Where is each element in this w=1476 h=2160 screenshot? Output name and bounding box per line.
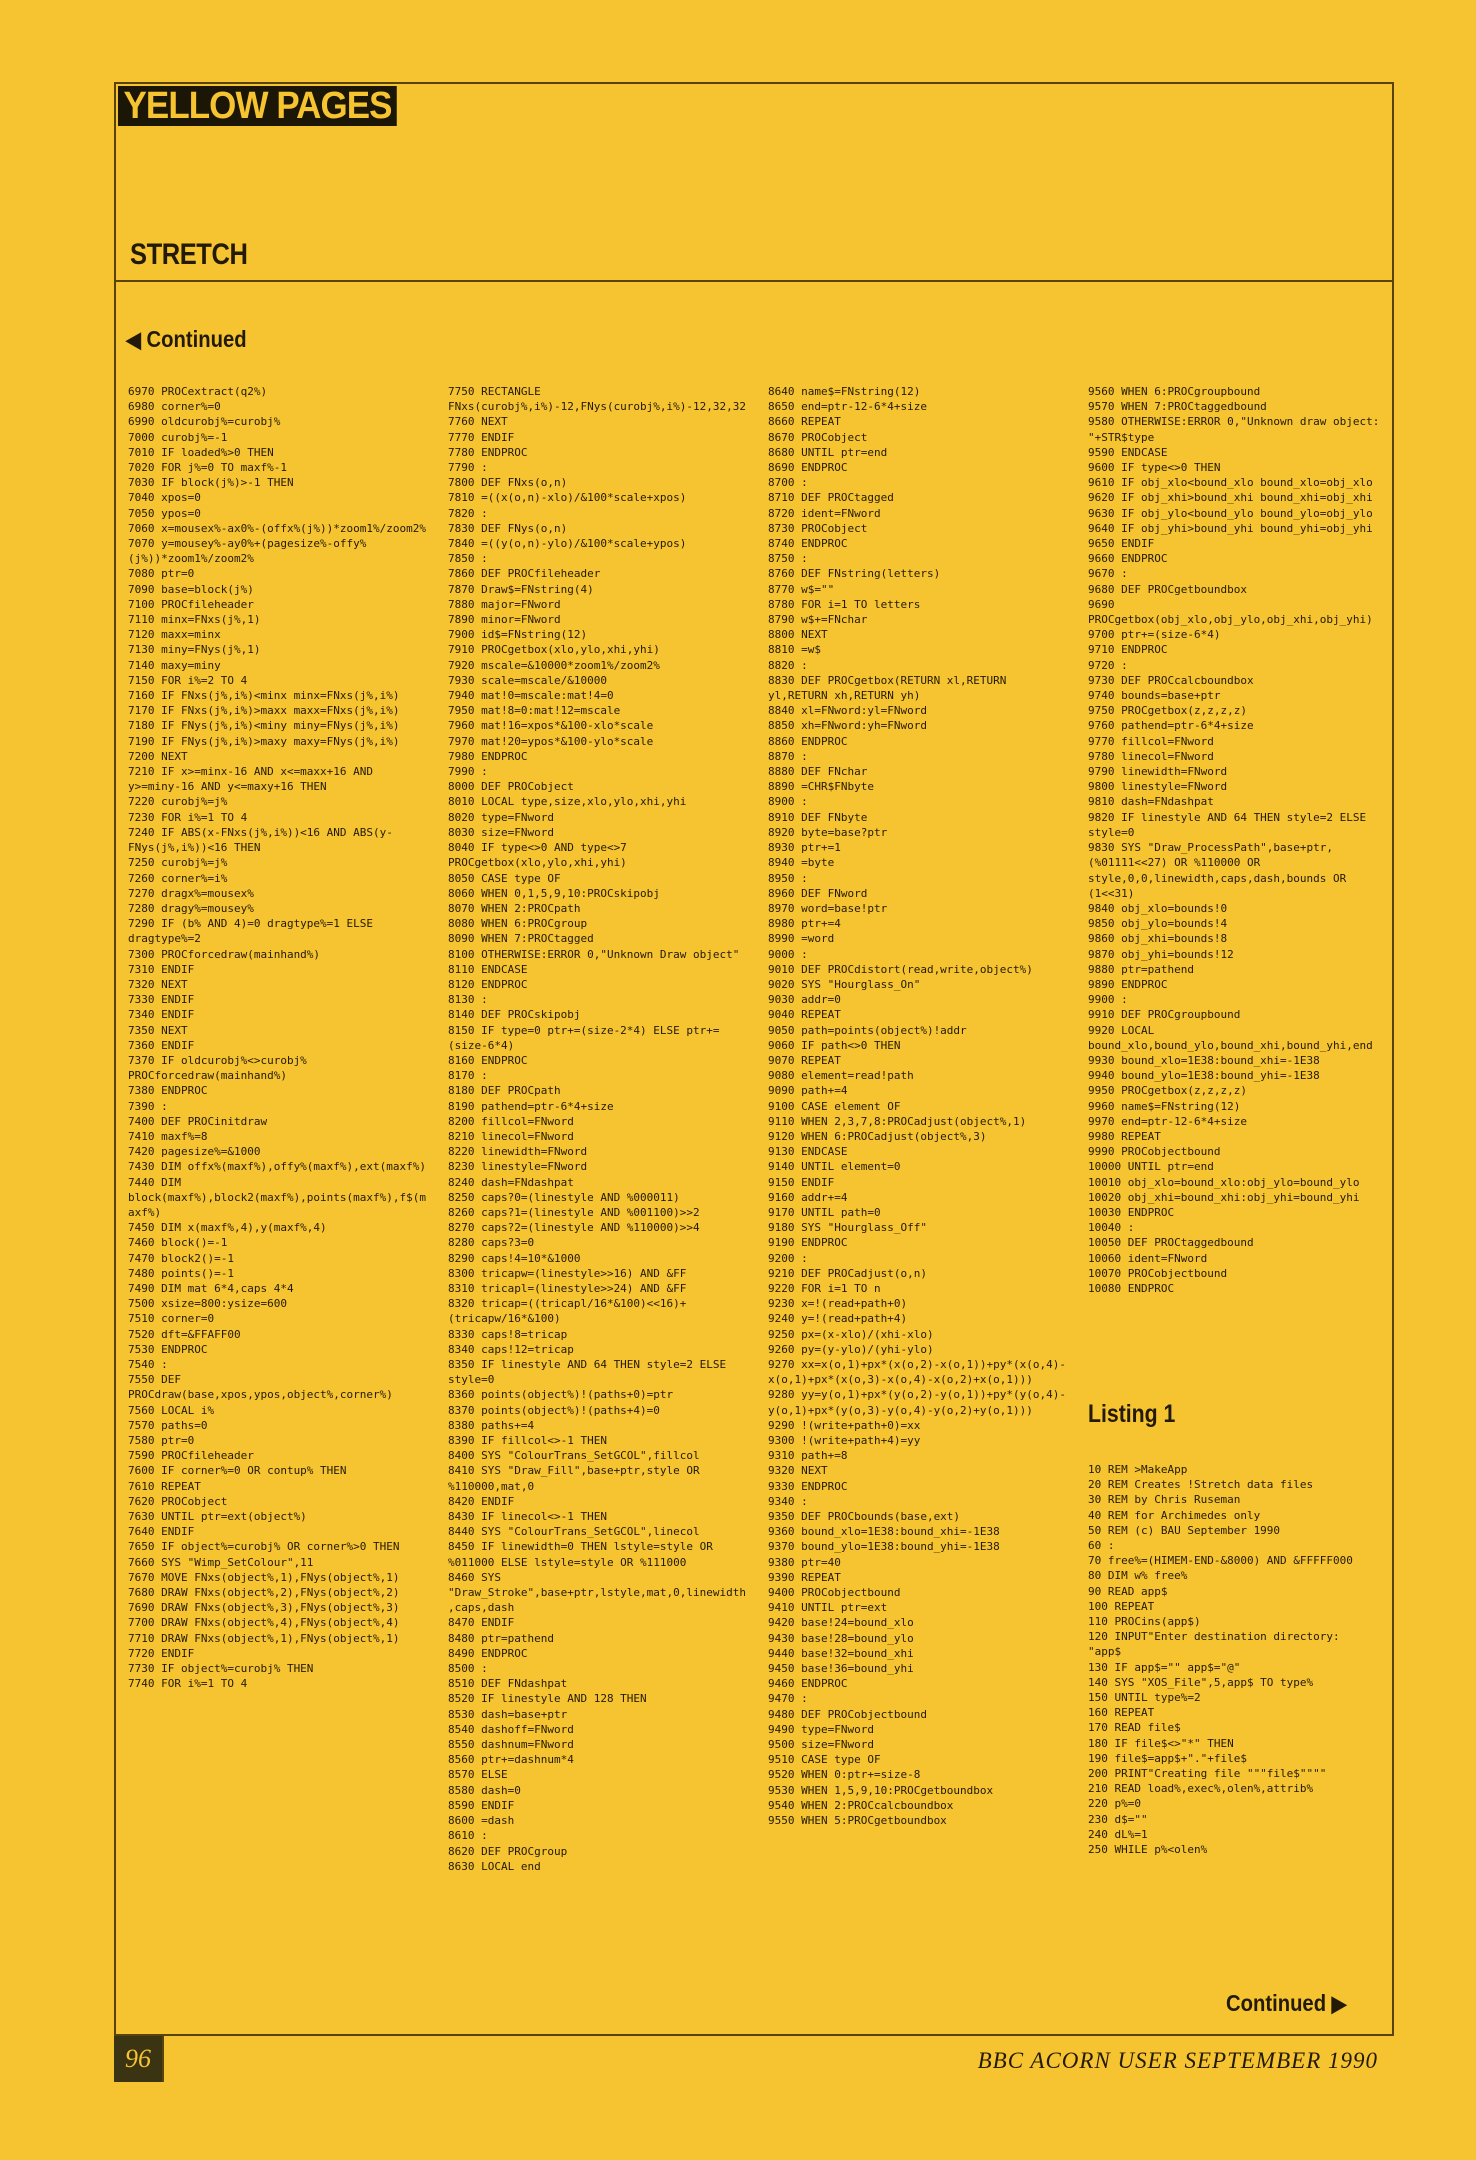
code-column-1: 6970 PROCextract(q2%) 6980 corner%=0 6990 oldcurobj%=curobj% 7000 curobj%=-1 7010 IF loaded%>0 THEN 7020 FOR j%=0 TO maxf%-1 7030 IF block(j%)>-1 THEN 7040 xpos=0 7050 ypos=0 7060 x=mousex%-ax0%-(offx%(j%))*zoom1%/zoom2% 7070 y=mousey%-ay0%+(pagesize%-offy%(j%))*zoom1%/zoom2% 7080 ptr=0 7090 base=block(j%) 7100 PROCfileheader 7110 minx=FNxs(j%,1) 7120 maxx=minx 7130 miny=FNys(j%,1) 7140 maxy=miny 7150 FOR i%=2 TO 4 7160 IF FNxs(j%,i%)<minx minx=FNxs(j%,i%) 7170 IF FNxs(j%,i%)>maxx maxx=FNxs(j%,i%) 7180 IF FNys(j%,i%)<miny miny=FNys(j%,i%) 7190 IF FNys(j%,i%)>maxy maxy=FNys(j%,i%) 7200 NEXT 7210 IF x>=minx-16 AND x<=maxx+16 AND y>=miny-16 AND y<=maxy+16 THEN 7220 curobj%=j% 7230 FOR i%=1 TO 4 7240 IF ABS(x-FNxs(j%,i%))<16 AND ABS(y-FNys(j%,i%))<16 THEN 7250 curobj%=j% 7260 corner%=i% 7270 dragx%=mousex% 7280 dragy%=mousey% 7290 IF (b% AND 4)=0 dragtype%=1 ELSE dragtype%=2 7300 PROCforcedraw(mainhand%) 7310 ENDIF 7320 NEXT 7330 ENDIF 7340 ENDIF 7350 NEXT 7360 ENDIF 7370 IF oldcurobj%<>curobj% PROCforcedraw(mainhand%) 7380 ENDPROC 7390 : 7400 DEF PROCinitdraw 7410 maxf%=8 7420 pagesize%=&1000 7430 DIM offx%(maxf%),offy%(maxf%),ext(maxf%) 7440 DIM block(maxf%),block2(maxf%),points(maxf%),f$(maxf%) 7450 DIM x(maxf%,4),y(maxf%,4) 7460 block()=-1 7470 block2()=-1 7480 points()=-1 7490 DIM mat 6*4,caps 4*4 7500 xsize=800:ysize=600 7510 corner=0 7520 dft=&FFAFF00 7530 ENDPROC 7540 : 7550 DEF PROCdraw(base,xpos,ypos,object%,corner%) 7560 LOCAL i% 7570 paths=0 7580 ptr=0 7590 PROCfileheader 7600 IF corner%=0 OR contup% THEN 7610 REPEAT 7620 PROCobject 7630 UNTIL ptr=ext(object%) 7640 ENDIF 7650 IF object%=curobj% OR corner%>0 THEN 7660 SYS "Wimp_SetColour",11 7670 MOVE FNxs(object%,1),FNys(object%,1) 7680 DRAW FNxs(object%,2),FNys(object%,2) 7690 DRAW FNxs(object%,3),FNys(object%,3) 7700 DRAW FNxs(object%,4),FNys(object%,4) 7710 DRAW FNxs(object%,1),FNys(object%,1) 7720 ENDIF 7730 IF object%=curobj% THEN 7740 FOR i%=1 TO 4 (128, 385, 427, 1691)
listing-title: Listing 1 (1088, 1400, 1176, 1428)
listing-1-code: 10 REM >MakeApp 20 REM Creates !Stretch data files 30 REM by Chris Ruseman 40 REM for Archimedes only 50 REM (c) BAU September 1990 60 : 70 free%=(HIMEM-END-&8000) AND &FFFFF000 80 DIM w% free% 90 READ app$ 100 REPEAT 110 PROCins(app$) 120 INPUT"Enter destination directory: "app$ 130 IF app$="" app$="@" 140 SYS "XOS_File",5,app$ TO type% 150 UNTIL type%=2 160 REPEAT 170 READ file$ 180 IF file$<>"*" THEN 190 file$=app$+"."+file$ 200 PRINT"Creating file """file$"""" 210 READ load%,exec%,olen%,attrib% 220 p%=0 230 d$="" 240 dL%=1 250 WHILE p%<olen% (1088, 1463, 1353, 1857)
yellow-pages-badge: YELLOW PAGES (118, 86, 397, 126)
continued-from-previous (126, 326, 247, 353)
publication-footer: BBC ACORN USER SEPTEMBER 1990 (977, 2048, 1378, 2073)
section-heading: STRETCH (130, 238, 248, 271)
code-column-3: 8640 name$=FNstring(12) 8650 end=ptr-12-6*4+size 8660 REPEAT 8670 PROCobject 8680 UNTIL ptr=end 8690 ENDPROC 8700 : 8710 DEF PROCtagged 8720 ident=FNword 8730 PROCobject 8740 ENDPROC 8750 : 8760 DEF FNstring(letters) 8770 w$="" 8780 FOR i=1 TO letters 8790 w$+=FNchar 8800 NEXT 8810 =w$ 8820 : 8830 DEF PROCgetbox(RETURN xl,RETURN yl,RETURN xh,RETURN yh) 8840 xl=FNword:yl=FNword 8850 xh=FNword:yh=FNword 8860 ENDPROC 8870 : 8880 DEF FNchar 8890 =CHR$FNbyte 8900 : 8910 DEF FNbyte 8920 byte=base?ptr 8930 ptr+=1 8940 =byte 8950 : 8960 DEF FNword 8970 word=base!ptr 8980 ptr+=4 8990 =word 9000 : 9010 DEF PROCdistort(read,write,object%) 9020 SYS "Hourglass_On" 9030 addr=0 9040 REPEAT 9050 path=points(object%)!addr 9060 IF path<>0 THEN 9070 REPEAT 9080 element=read!path 9090 path+=4 9100 CASE element OF 9110 WHEN 2,3,7,8:PROCadjust(object%,1) 9120 WHEN 6:PROCadjust(object%,3) 9130 ENDCASE 9140 UNTIL element=0 9150 ENDIF 9160 addr+=4 9170 UNTIL path=0 9180 SYS "Hourglass_Off" 9190 ENDPROC 9200 : 9210 DEF PROCadjust(o,n) 9220 FOR i=1 TO n 9230 x=!(read+path+0) 9240 y=!(read+path+4) 9250 px=(x-xlo)/(xhi-xlo) 9260 py=(y-ylo)/(yhi-ylo) 9270 xx=x(o,1)+px*(x(o,2)-x(o,1))+py*(x(o,4)-x(o,1)+px*(x(o,3)-x(o,4)-x(o,2)+x(o,1))) 9280 yy=y(o,1)+px*(y(o,2)-y(o,1))+py*(y(o,4)-y(o,1)+px*(y(o,3)-y(o,4)-y(o,2)+y(o,1))) 9290 !(write+path+0)=xx 9300 !(write+path+4)=yy 9310 path+=8 9320 NEXT 9330 ENDPROC 9340 : 9350 DEF PROCbounds(base,ext) 9360 bound_xlo=1E38:bound_xhi=-1E38 9370 bound_ylo=1E38:bound_yhi=-1E38 9380 ptr=40 9390 REPEAT 9400 PROCobjectbound 9410 UNTIL ptr=ext 9420 base!24=bound_xlo 9430 base!28=bound_ylo 9440 base!32=bound_xhi 9450 base!36=bound_yhi 9460 ENDPROC 9470 : 9480 DEF PROCobjectbound 9490 type=FNword 9500 size=FNword 9510 CASE type OF 9520 WHEN 0:ptr+=size-8 9530 WHEN 1,5,9,10:PROCgetboundbox 9540 WHEN 2:PROCcalcboundbox 9550 WHEN 5:PROCgetboundbox (768, 385, 1067, 1828)
continued-label: Continued (1226, 1990, 1327, 2016)
left-arrow-icon: ◀ (126, 327, 141, 352)
code-column-2: 7750 RECTANGLE FNxs(curobj%,i%)-12,FNys(curobj%,i%)-12,32,32 7760 NEXT 7770 ENDIF 7780 ENDPROC 7790 : 7800 DEF FNxs(o,n) 7810 =((x(o,n)-xlo)/&100*scale+xpos) 7820 : 7830 DEF FNys(o,n) 7840 =((y(o,n)-ylo)/&100*scale+ypos) 7850 : 7860 DEF PROCfileheader 7870 Draw$=FNstring(4) 7880 major=FNword 7890 minor=FNword 7900 id$=FNstring(12) 7910 PROCgetbox(xlo,ylo,xhi,yhi) 7920 mscale=&10000*zoom1%/zoom2% 7930 scale=mscale/&10000 7940 mat!0=mscale:mat!4=0 7950 mat!8=0:mat!12=mscale 7960 mat!16=xpos*&100-xlo*scale 7970 mat!20=ypos*&100-ylo*scale 7980 ENDPROC 7990 : 8000 DEF PROCobject 8010 LOCAL type,size,xlo,ylo,xhi,yhi 8020 type=FNword 8030 size=FNword 8040 IF type<>0 AND type<>7 PROCgetbox(xlo,ylo,xhi,yhi) 8050 CASE type OF 8060 WHEN 0,1,5,9,10:PROCskipobj 8070 WHEN 2:PROCpath 8080 WHEN 6:PROCgroup 8090 WHEN 7:PROCtagged 8100 OTHERWISE:ERROR 0,"Unknown Draw object" 8110 ENDCASE 8120 ENDPROC 8130 : 8140 DEF PROCskipobj 8150 IF type=0 ptr+=(size-2*4) ELSE ptr+=(size-6*4) 8160 ENDPROC 8170 : 8180 DEF PROCpath 8190 pathend=ptr-6*4+size 8200 fillcol=FNword 8210 linecol=FNword 8220 linewidth=FNword 8230 linestyle=FNword 8240 dash=FNdashpat 8250 caps?0=(linestyle AND %000011) 8260 caps?1=(linestyle AND %001100)>>2 8270 caps?2=(linestyle AND %110000)>>4 8280 caps?3=0 8290 caps!4=10*&1000 8300 tricapw=(linestyle>>16) AND &FF 8310 tricapl=(linestyle>>24) AND &FF 8320 tricap=((tricapl/16*&100)<<16)+(tricapw/16*&100) 8330 caps!8=tricap 8340 caps!12=tricap 8350 IF linestyle AND 64 THEN style=2 ELSE style=0 8360 points(object%)!(paths+0)=ptr 8370 points(object%)!(paths+4)=0 8380 paths+=4 8390 IF fillcol<>-1 THEN 8400 SYS "ColourTrans_SetGCOL",fillcol 8410 SYS "Draw_Fill",base+ptr,style OR %110000,mat,0 8420 ENDIF 8430 IF linecol<>-1 THEN 8440 SYS "ColourTrans_SetGCOL",linecol 8450 IF linewidth=0 THEN lstyle=style OR %011000 ELSE lstyle=style OR %111000 8460 SYS "Draw_Stroke",base+ptr,lstyle,mat,0,linewidth,caps,dash 8470 ENDIF 8480 ptr=pathend 8490 ENDPROC 8500 : 8510 DEF FNdashpat 8520 IF linestyle AND 128 THEN 8530 dash=base+ptr 8540 dashoff=FNword 8550 dashnum=FNword 8560 ptr+=dashnum*4 8570 ELSE 8580 dash=0 8590 ENDIF 8600 =dash 8610 : 8620 DEF PROCgroup 8630 LOCAL end (448, 385, 747, 1873)
section-divider (114, 280, 1394, 282)
page-number: 96 (114, 2036, 164, 2082)
code-column-4: 9560 WHEN 6:PROCgroupbound 9570 WHEN 7:PROCtaggedbound 9580 OTHERWISE:ERROR 0,"Unknown draw object: "+STR$type 9590 ENDCASE 9600 IF type<>0 THEN 9610 IF obj_xlo<bound_xlo bound_xlo=obj_xlo 9620 IF obj_xhi>bound_xhi bound_xhi=obj_xhi 9630 IF obj_ylo<bound_ylo bound_ylo=obj_ylo 9640 IF obj_yhi>bound_yhi bound_yhi=obj_yhi 9650 ENDIF 9660 ENDPROC 9670 : 9680 DEF PROCgetboundbox 9690 PROCgetbox(obj_xlo,obj_ylo,obj_xhi,obj_yhi) 9700 ptr+=(size-6*4) 9710 ENDPROC 9720 : 9730 DEF PROCcalcboundbox 9740 bounds=base+ptr 9750 PROCgetbox(z,z,z,z) 9760 pathend=ptr-6*4+size 9770 fillcol=FNword 9780 linecol=FNword 9790 linewidth=FNword 9800 linestyle=FNword 9810 dash=FNdashpat 9820 IF linestyle AND 64 THEN style=2 ELSE style=0 9830 SYS "Draw_ProcessPath",base+ptr,(%01111<<27) OR %110000 OR style,0,0,linewidth,caps,dash,bounds OR (1<<31) 9840 obj_xlo=bounds!0 9850 obj_ylo=bounds!4 9860 obj_xhi=bounds!8 9870 obj_yhi=bounds!12 9880 ptr=pathend 9890 ENDPROC 9900 : 9910 DEF PROCgroupbound 9920 LOCAL bound_xlo,bound_ylo,bound_xhi,bound_yhi,end 9930 bound_xlo=1E38:bound_xhi=-1E38 9940 bound_ylo=1E38:bound_yhi=-1E38 9950 PROCgetbox(z,z,z,z) 9960 name$=FNstring(12) 9970 end=ptr-12-6*4+size 9980 REPEAT 9990 PROCobjectbound 10000 UNTIL ptr=end 10010 obj_xlo=bound_xlo:obj_ylo=bound_ylo 10020 obj_xhi=bound_xhi:obj_yhi=bound_yhi 10030 ENDPROC 10040 : 10050 DEF PROCtaggedbound 10060 ident=FNword 10070 PROCobjectbound 10080 ENDPROC (1088, 385, 1380, 1295)
continued-label: Continued (146, 326, 247, 352)
right-arrow-icon: ▶ (1331, 1991, 1347, 2016)
footer-divider (114, 2034, 1394, 2036)
continued-on-next (1226, 1990, 1347, 2017)
